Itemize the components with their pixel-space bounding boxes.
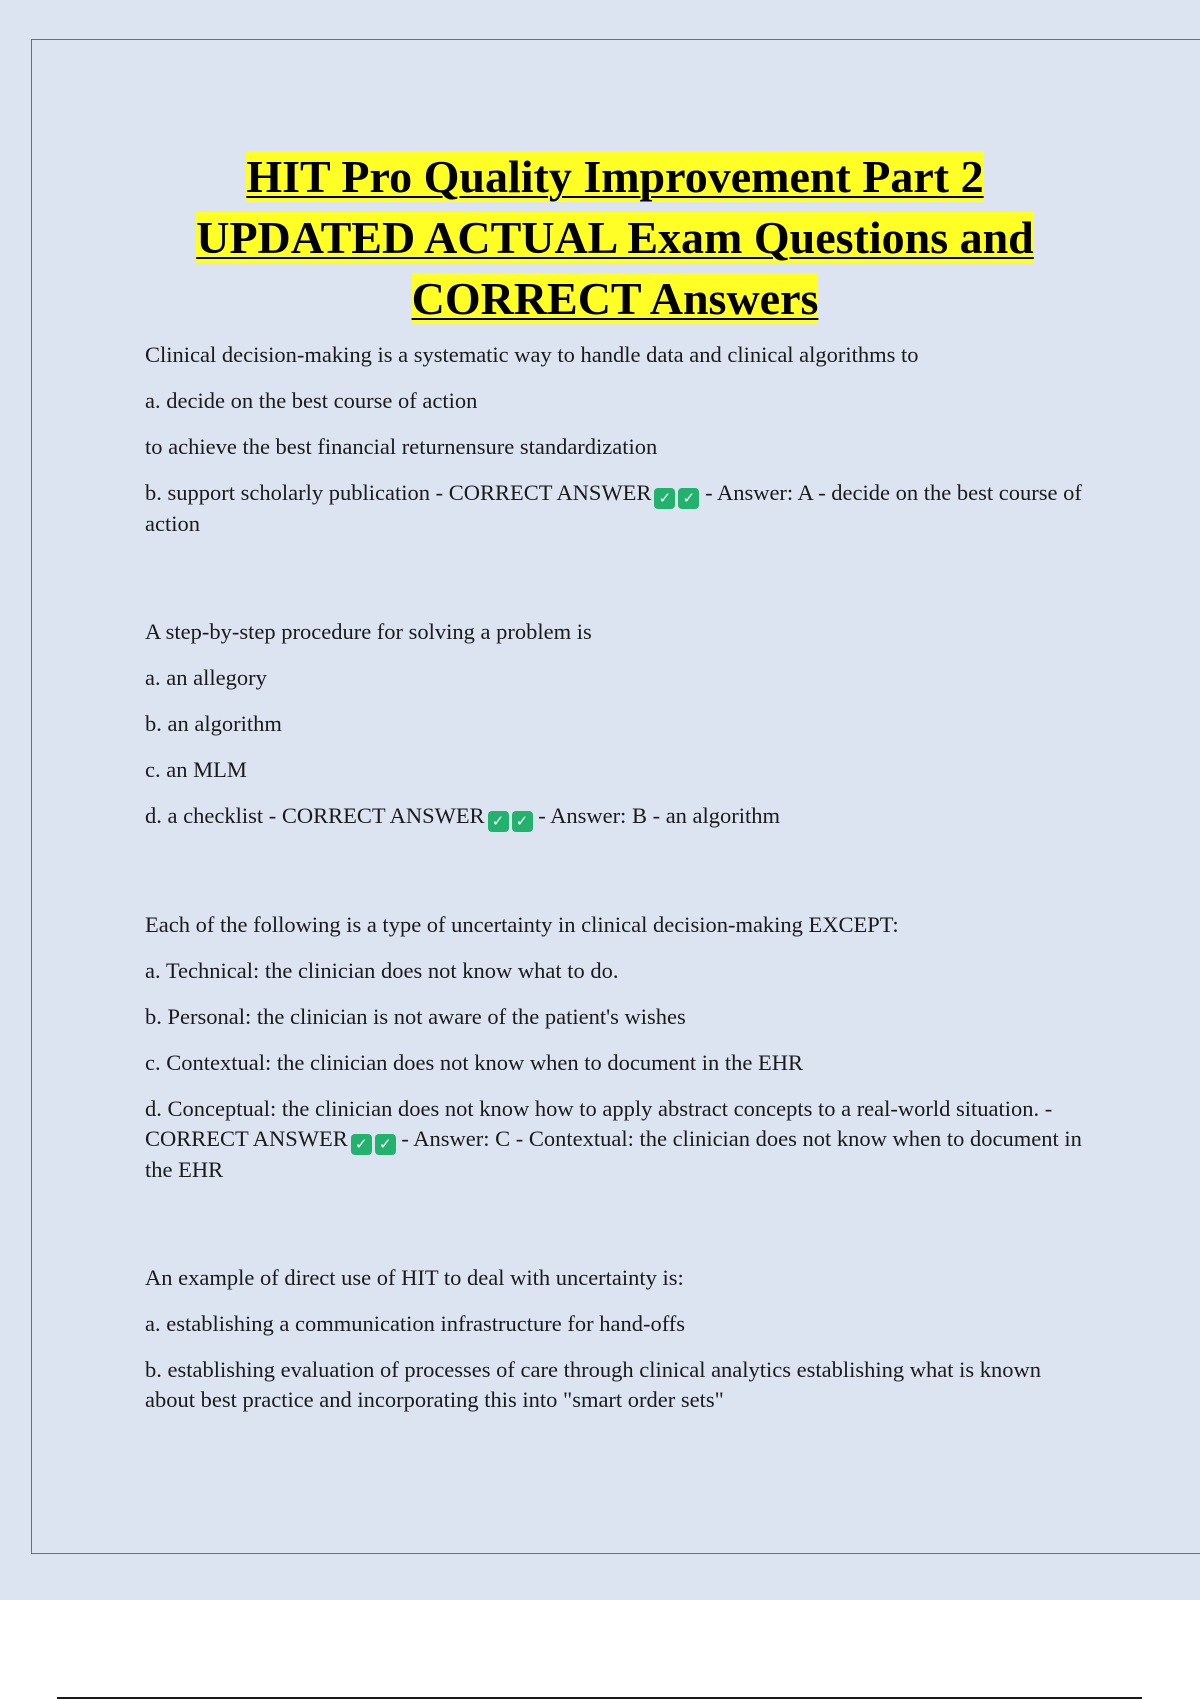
question-list [145,340,1085,1431]
document-title-line: HIT Pro Quality Improvement Part 2 [246,151,984,202]
question-option: a. an allegory [145,665,267,690]
check-box-icon: ✓ [488,811,509,832]
question-option: a. establishing a communication infrastructure for hand-offs [145,1311,686,1336]
question-option: a. decide on the best course of action [145,388,478,413]
footer-rule [57,1697,1142,1699]
answer-text: - Answer: C - Contextual: the clinician does not know when to document in the EHR [145,1126,1082,1182]
question-option: c. Contextual: the clinician does not know when to document in the EHR [145,1050,803,1075]
correct-answer-line [145,801,1085,832]
document-title-line: CORRECT Answers [411,273,819,324]
question-option: c. an MLM [145,757,247,782]
check-box-icon: ✓ [375,1134,396,1155]
question-option: b. an algorithm [145,711,282,736]
question-stem: An example of direct use of HIT to deal with uncertainty is: [145,1265,684,1290]
question-option: to achieve the best financial returnensure standardization [145,434,658,459]
question-block [145,910,1085,1185]
question-option: b. establishing evaluation of processes of care through clinical analytics establishing what is known about best practice and incorporating this into "smart order sets" [145,1357,1042,1412]
document-title [120,146,1110,329]
question-stem: Each of the following is a type of uncertainty in clinical decision-making EXCEPT: [145,912,899,937]
check-box-icon: ✓ [351,1134,372,1155]
question-block [145,340,1085,539]
question-option: a. Technical: the clinician does not know what to do. [145,958,619,983]
question-option: b. support scholarly publication - CORRECT ANSWER [145,480,652,505]
check-box-icon: ✓ [654,488,675,509]
check-box-icon: ✓ [512,811,533,832]
question-option: d. a checklist - CORRECT ANSWER [145,803,485,828]
question-block [145,1263,1085,1415]
correct-answer-line [145,1094,1085,1185]
question-option: d. Conceptual: the clinician does not know how to apply abstract concepts to a real-world situation. - CORRECT ANSWER [145,1096,1053,1151]
document-title-line: UPDATED ACTUAL Exam Questions and [196,212,1034,263]
correct-answer-line [145,478,1085,539]
question-block [145,617,1085,832]
check-box-icon: ✓ [678,488,699,509]
answer-text: - Answer: B - an algorithm [538,803,781,828]
answer-text: - Answer: A - decide on the best course of action [145,480,1082,536]
question-stem: A step-by-step procedure for solving a problem is [145,619,592,644]
question-stem: Clinical decision-making is a systematic way to handle data and clinical algorithms to [145,342,919,367]
question-option: b. Personal: the clinician is not aware of the patient's wishes [145,1004,686,1029]
